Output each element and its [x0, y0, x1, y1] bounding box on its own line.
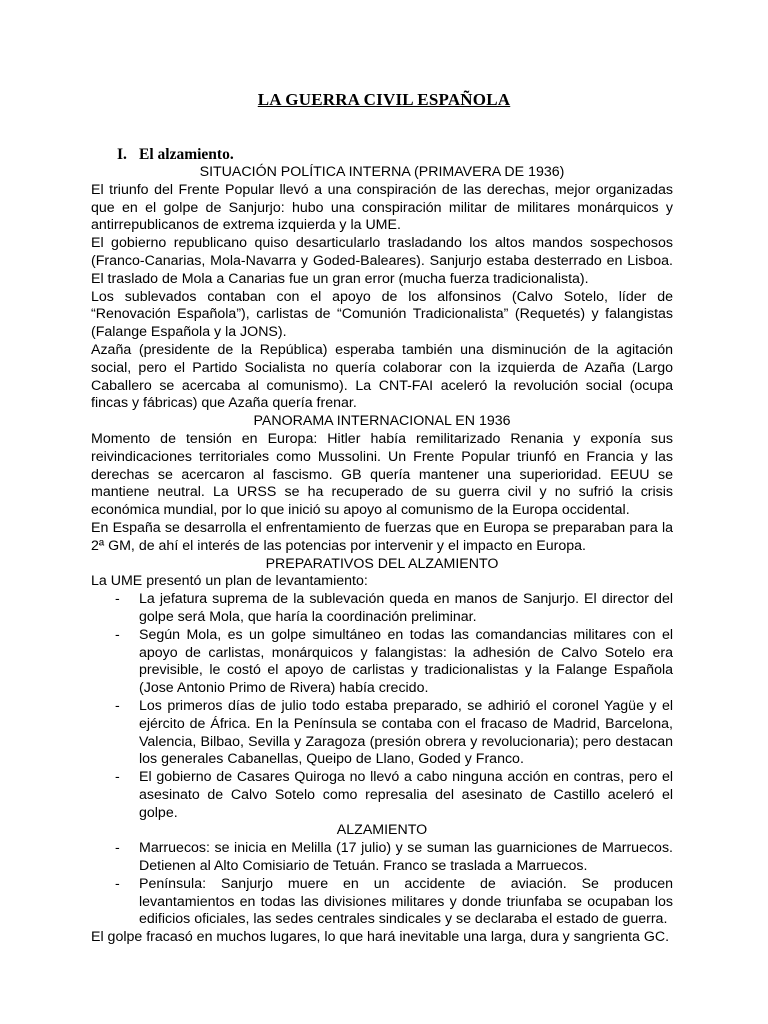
section-number: I.	[117, 146, 127, 163]
dash-bullet-icon: -	[115, 840, 120, 857]
list-item	[91, 627, 673, 698]
list-item	[91, 591, 673, 627]
dash-bullet-icon: -	[115, 875, 120, 892]
document-body	[91, 164, 673, 947]
section-heading	[117, 146, 234, 164]
list-item-text: Los primeros días de julio todo estaba preparado, se adhirió el coronel Yagüe y el ejército de África. En la Península se contaba con el fracaso de Madrid, Barcelona, Valencia, Bilbao, Sevilla y Zaragoza (presión obrera y revolucionaria); pero destacan los generales Cabanellas, Queipo de Llano, Goded y Franco.	[139, 697, 673, 768]
list-item	[91, 840, 673, 876]
bullet-list	[91, 591, 673, 822]
section-title: El alzamiento.	[139, 146, 234, 163]
list-item-text: La jefatura suprema de la sublevación queda en manos de Sanjurjo. El director del golpe será Mola, que haría la coordinación preliminar.	[139, 591, 673, 625]
paragraph: Los sublevados contaban con el apoyo de los alfonsinos (Calvo Sotelo, líder de “Renovación Española”), carlistas de “Comunión Tradicionalista” (Requetés) y falangistas (Falange Española y la JONS).	[91, 288, 673, 341]
paragraph: En España se desarrolla el enfrentamiento de fuerzas que en Europa se preparaban para la 2ª GM, de ahí el interés de las potencias por intervenir y el impacto en Europa.	[91, 519, 673, 554]
list-item	[91, 769, 673, 822]
list-item	[91, 698, 673, 769]
paragraph: Momento de tensión en Europa: Hitler había remilitarizado Renania y exponía sus reivindicaciones territoriales como Mussolini. Un Frente Popular triunfó en Francia y las derechas se acercaron al fascismo. GB quería mantener una superioridad. EEUU se mantiene neutral. La URSS se ha recuperado de su guerra civil y no sufrió la crisis económica mundial, por lo que inició su apoyo al comunismo de la Europa occidental.	[91, 430, 673, 519]
paragraph: El gobierno republicano quiso desarticularlo trasladando los altos mandos sospechosos (Franco-Canarias, Mola-Navarra y Goded-Baleares). Sanjurjo estaba desterrado en Lisboa. El traslado de Mola a Canarias fue un gran error (mucha fuerza tradicionalista).	[91, 235, 673, 287]
paragraph: La UME presentó un plan de levantamiento:	[91, 573, 368, 590]
document-title: LA GUERRA CIVIL ESPAÑOLA	[257, 90, 511, 109]
list-item-text: Según Mola, es un golpe simultáneo en todas las comandancias militares con el apoyo de carlistas, monárquicos y falangistas: la adhesión de Calvo Sotelo era previsible, le costó el apoyo de carlistas y tradicionalistas y la Falange Española (Jose Antonio Primo de Rivera) había crecido.	[139, 626, 673, 697]
paragraph: El triunfo del Frente Popular llevó a una conspiración de las derechas, mejor organizadas que en el golpe de Sanjurjo: hubo una conspiración militar de militares monárquicos y antirrepublicanos de extrema izquierda y la UME.	[91, 181, 673, 234]
subsection-title: PREPARATIVOS DEL ALZAMIENTO	[265, 555, 499, 572]
dash-bullet-icon: -	[115, 626, 120, 643]
subsection-title: PANORAMA INTERNACIONAL EN 1936	[253, 413, 511, 430]
list-item-text: Marruecos: se inicia en Melilla (17 julio) y se suman las guarniciones de Marruecos. Detienen al Alto Comisiario de Tetuán. Franco se traslada a Marruecos.	[139, 840, 673, 875]
list-item-text: El gobierno de Casares Quiroga no llevó a cabo ninguna acción en contras, pero el asesinato de Calvo Sotelo como represalia del asesinato de Castillo aceleró el golpe.	[139, 769, 673, 821]
dash-bullet-icon: -	[115, 769, 120, 786]
list-item-text: Península: Sanjurjo muere en un accidente de aviación. Se producen levantamientos en todas las divisiones militares y donde triunfaba se ocupaban los edificios oficiales, las sedes centrales sindicales y se declaraba el estado de guerra.	[139, 875, 673, 928]
paragraph: Azaña (presidente de la República) esperaba también una disminución de la agitación social, pero el Partido Socialista no quería colaborar con la izquierda de Azaña (Largo Caballero se acercaba al comunismo). La CNT-FAI aceleró la revolución social (ocupa fincas y fábricas) que Azaña quería frenar.	[91, 341, 673, 412]
subsection-title: SITUACIÓN POLÍTICA INTERNA (PRIMAVERA DE 1936)	[199, 164, 565, 180]
subsection-title: ALZAMIENTO	[336, 822, 428, 839]
list-item	[91, 876, 673, 929]
dash-bullet-icon: -	[115, 591, 120, 608]
paragraph: El golpe fracasó en muchos lugares, lo que hará inevitable una larga, dura y sangrienta GC.	[91, 929, 670, 946]
bullet-list	[91, 840, 673, 929]
dash-bullet-icon: -	[115, 697, 120, 714]
